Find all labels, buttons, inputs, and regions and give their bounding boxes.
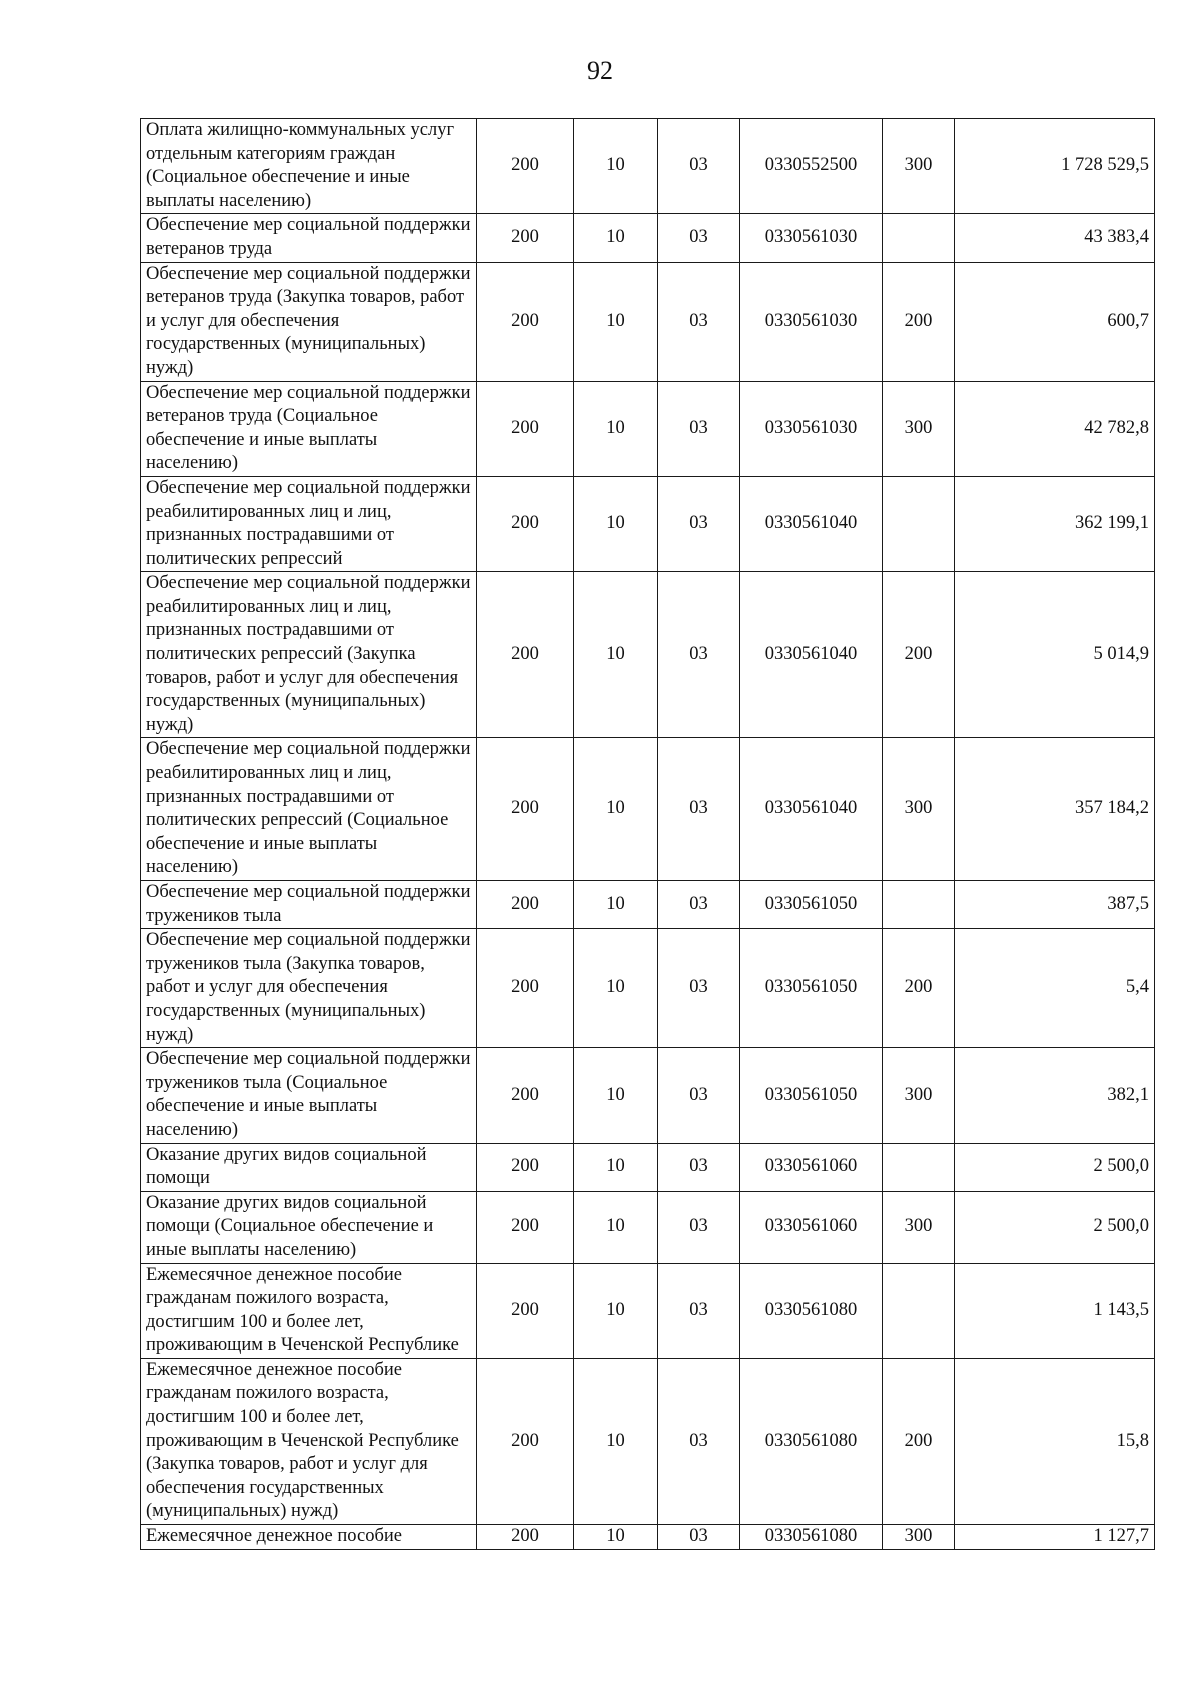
section-code-cell: 10 — [574, 881, 658, 929]
ministry-code-cell: 200 — [477, 738, 574, 881]
expense-type-cell: 300 — [883, 738, 955, 881]
expense-type-cell: 300 — [883, 1048, 955, 1143]
expense-type-cell — [883, 214, 955, 262]
section-code-cell: 10 — [574, 1525, 658, 1550]
section-code-cell: 10 — [574, 214, 658, 262]
expense-type-cell — [883, 476, 955, 571]
ministry-code-cell: 200 — [477, 381, 574, 476]
section-code-cell: 10 — [574, 381, 658, 476]
ministry-code-cell: 200 — [477, 572, 574, 738]
subsection-code-cell: 03 — [658, 1048, 740, 1143]
target-article-cell: 0330561050 — [740, 1048, 883, 1143]
row-name-cell: Обеспечение мер социальной поддержки тружеников тыла (Закупка товаров, работ и услуг для обеспечения государственных (муниципальных) нужд) — [141, 929, 477, 1048]
ministry-code-cell: 200 — [477, 1191, 574, 1263]
target-article-cell: 0330561040 — [740, 476, 883, 571]
section-code-cell: 10 — [574, 929, 658, 1048]
ministry-code-cell: 200 — [477, 476, 574, 571]
amount-cell: 1 143,5 — [955, 1263, 1155, 1358]
table-row — [141, 476, 1155, 571]
section-code-cell: 10 — [574, 1048, 658, 1143]
subsection-code-cell: 03 — [658, 381, 740, 476]
amount-cell: 1 127,7 — [955, 1525, 1155, 1550]
section-code-cell: 10 — [574, 738, 658, 881]
ministry-code-cell: 200 — [477, 1048, 574, 1143]
table-row — [141, 381, 1155, 476]
expense-type-cell: 200 — [883, 929, 955, 1048]
subsection-code-cell: 03 — [658, 881, 740, 929]
section-code-cell: 10 — [574, 1143, 658, 1191]
subsection-code-cell: 03 — [658, 738, 740, 881]
subsection-code-cell: 03 — [658, 572, 740, 738]
amount-cell: 1 728 529,5 — [955, 119, 1155, 214]
table-row — [141, 1048, 1155, 1143]
row-name-cell: Обеспечение мер социальной поддержки ветеранов труда (Социальное обеспечение и иные выплаты населению) — [141, 381, 477, 476]
table-row — [141, 1263, 1155, 1358]
subsection-code-cell: 03 — [658, 262, 740, 381]
table-row — [141, 881, 1155, 929]
expense-type-cell: 300 — [883, 119, 955, 214]
subsection-code-cell: 03 — [658, 1143, 740, 1191]
subsection-code-cell: 03 — [658, 1191, 740, 1263]
amount-cell: 382,1 — [955, 1048, 1155, 1143]
section-code-cell: 10 — [574, 572, 658, 738]
subsection-code-cell: 03 — [658, 929, 740, 1048]
amount-cell: 5 014,9 — [955, 572, 1155, 738]
target-article-cell: 0330561040 — [740, 572, 883, 738]
target-article-cell: 0330561030 — [740, 262, 883, 381]
ministry-code-cell: 200 — [477, 881, 574, 929]
table-row — [141, 738, 1155, 881]
table-row — [141, 929, 1155, 1048]
target-article-cell: 0330561060 — [740, 1191, 883, 1263]
table-row — [141, 214, 1155, 262]
ministry-code-cell: 200 — [477, 1525, 574, 1550]
target-article-cell: 0330561040 — [740, 738, 883, 881]
section-code-cell: 10 — [574, 476, 658, 571]
table-row — [141, 262, 1155, 381]
subsection-code-cell: 03 — [658, 1525, 740, 1550]
table-row — [141, 1191, 1155, 1263]
row-name-cell: Обеспечение мер социальной поддержки реабилитированных лиц и лиц, признанных пострадавшими от политических репрессий (Закупка товаров, работ и услуг для обеспечения государственных (муниципальных) нужд) — [141, 572, 477, 738]
subsection-code-cell: 03 — [658, 1358, 740, 1524]
row-name-cell: Обеспечение мер социальной поддержки реабилитированных лиц и лиц, признанных пострадавшими от политических репрессий — [141, 476, 477, 571]
table-row — [141, 1143, 1155, 1191]
subsection-code-cell: 03 — [658, 119, 740, 214]
amount-cell: 357 184,2 — [955, 738, 1155, 881]
expense-type-cell: 200 — [883, 1358, 955, 1524]
table-row — [141, 1358, 1155, 1524]
expense-type-cell: 200 — [883, 572, 955, 738]
target-article-cell: 0330561080 — [740, 1525, 883, 1550]
ministry-code-cell: 200 — [477, 1358, 574, 1524]
target-article-cell: 0330561080 — [740, 1358, 883, 1524]
table-body — [141, 119, 1155, 1550]
table-row — [141, 1525, 1155, 1550]
amount-cell: 2 500,0 — [955, 1143, 1155, 1191]
amount-cell: 5,4 — [955, 929, 1155, 1048]
expense-type-cell — [883, 881, 955, 929]
section-code-cell: 10 — [574, 119, 658, 214]
expense-type-cell: 300 — [883, 381, 955, 476]
target-article-cell: 0330561030 — [740, 381, 883, 476]
target-article-cell: 0330561050 — [740, 881, 883, 929]
ministry-code-cell: 200 — [477, 119, 574, 214]
row-name-cell: Обеспечение мер социальной поддержки ветеранов труда — [141, 214, 477, 262]
row-name-cell: Обеспечение мер социальной поддержки тружеников тыла (Социальное обеспечение и иные выплаты населению) — [141, 1048, 477, 1143]
row-name-cell: Ежемесячное денежное пособие — [141, 1525, 477, 1550]
ministry-code-cell: 200 — [477, 214, 574, 262]
subsection-code-cell: 03 — [658, 214, 740, 262]
section-code-cell: 10 — [574, 1191, 658, 1263]
row-name-cell: Оплата жилищно-коммунальных услуг отдельным категориям граждан (Социальное обеспечение и иные выплаты населению) — [141, 119, 477, 214]
section-code-cell: 10 — [574, 1263, 658, 1358]
ministry-code-cell: 200 — [477, 262, 574, 381]
row-name-cell: Обеспечение мер социальной поддержки ветеранов труда (Закупка товаров, работ и услуг для обеспечения государственных (муниципальных) нужд) — [141, 262, 477, 381]
section-code-cell: 10 — [574, 1358, 658, 1524]
amount-cell: 15,8 — [955, 1358, 1155, 1524]
row-name-cell: Оказание других видов социальной помощи (Социальное обеспечение и иные выплаты населению) — [141, 1191, 477, 1263]
amount-cell: 42 782,8 — [955, 381, 1155, 476]
expense-type-cell — [883, 1263, 955, 1358]
expense-type-cell: 300 — [883, 1525, 955, 1550]
amount-cell: 43 383,4 — [955, 214, 1155, 262]
target-article-cell: 0330552500 — [740, 119, 883, 214]
ministry-code-cell: 200 — [477, 929, 574, 1048]
expense-type-cell — [883, 1143, 955, 1191]
amount-cell: 2 500,0 — [955, 1191, 1155, 1263]
expense-type-cell: 300 — [883, 1191, 955, 1263]
page-number: 92 — [587, 56, 613, 85]
amount-cell: 600,7 — [955, 262, 1155, 381]
row-name-cell: Ежемесячное денежное пособие гражданам пожилого возраста, достигшим 100 и более лет, проживающим в Чеченской Республике (Закупка товаров, работ и услуг для обеспечения государственных (муниципальных) нужд) — [141, 1358, 477, 1524]
table-row — [141, 572, 1155, 738]
row-name-cell: Оказание других видов социальной помощи — [141, 1143, 477, 1191]
ministry-code-cell: 200 — [477, 1263, 574, 1358]
row-name-cell: Ежемесячное денежное пособие гражданам пожилого возраста, достигшим 100 и более лет, проживающим в Чеченской Республике — [141, 1263, 477, 1358]
subsection-code-cell: 03 — [658, 476, 740, 571]
table-row — [141, 119, 1155, 214]
amount-cell: 387,5 — [955, 881, 1155, 929]
target-article-cell: 0330561050 — [740, 929, 883, 1048]
target-article-cell: 0330561060 — [740, 1143, 883, 1191]
target-article-cell: 0330561080 — [740, 1263, 883, 1358]
budget-table — [140, 118, 1155, 1550]
row-name-cell: Обеспечение мер социальной поддержки тружеников тыла — [141, 881, 477, 929]
row-name-cell: Обеспечение мер социальной поддержки реабилитированных лиц и лиц, признанных пострадавшими от политических репрессий (Социальное обеспечение и иные выплаты населению) — [141, 738, 477, 881]
ministry-code-cell: 200 — [477, 1143, 574, 1191]
subsection-code-cell: 03 — [658, 1263, 740, 1358]
target-article-cell: 0330561030 — [740, 214, 883, 262]
section-code-cell: 10 — [574, 262, 658, 381]
amount-cell: 362 199,1 — [955, 476, 1155, 571]
expense-type-cell: 200 — [883, 262, 955, 381]
